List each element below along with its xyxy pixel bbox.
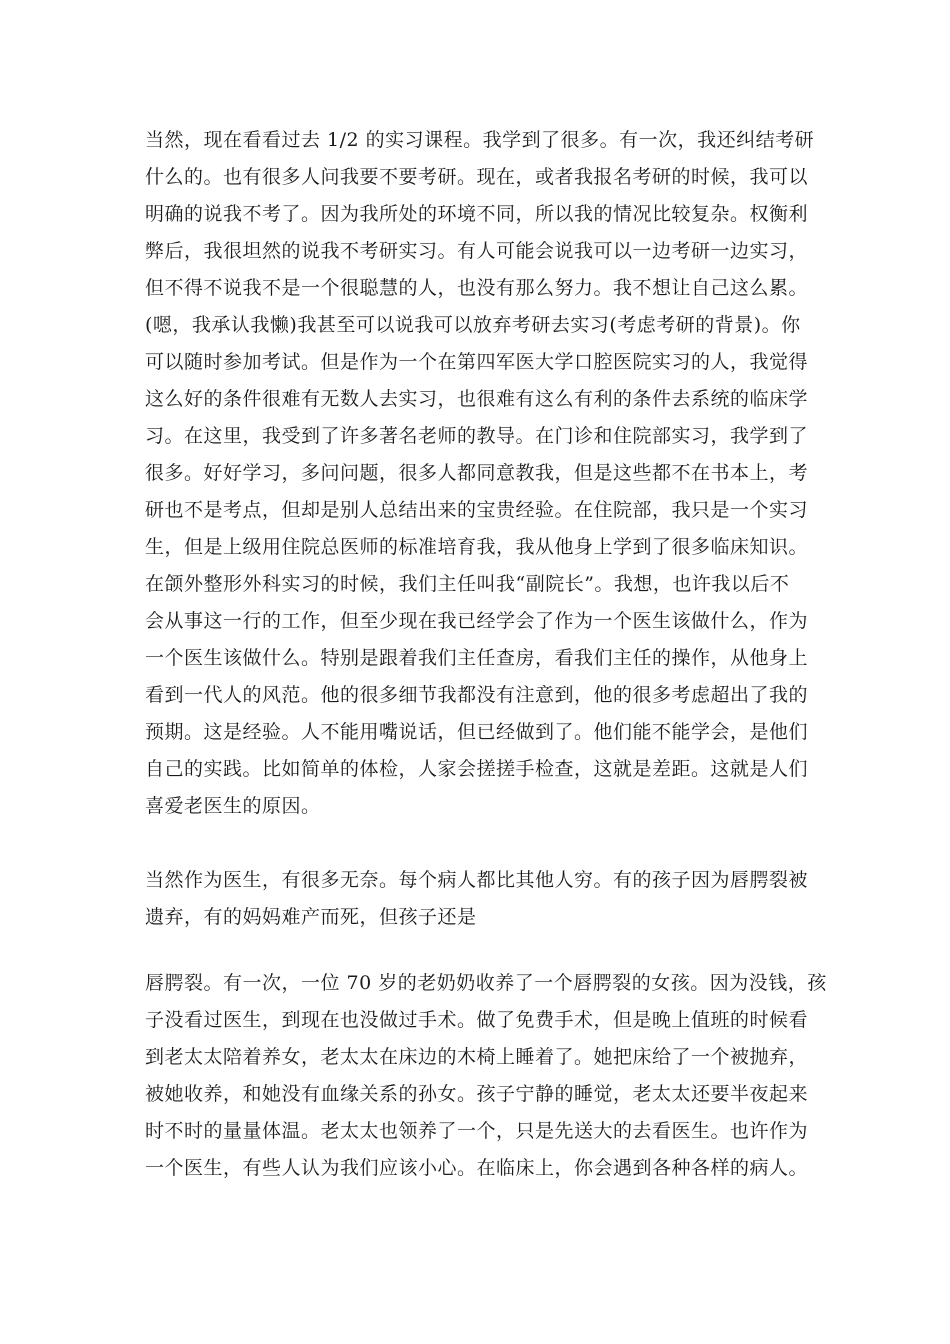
text-line: 习。在这里，我受到了许多著名老师的教导。在门诊和住院部实习，我学到了 <box>145 425 809 447</box>
text-line: 喜爱老医生的原因。 <box>145 795 321 817</box>
text-line: 被她收养，和她没有血缘关系的孙女。孩子宁静的睡觉，老太太还要半夜起来 <box>145 1083 809 1105</box>
text-line: 遗弃，有的妈妈难产而死，但孩子还是 <box>145 906 477 928</box>
text-line: 在颌外整形外科实习的时候，我们主任叫我“副院长”。我想，也许我以后不 <box>145 573 790 595</box>
text-line: 什么的。也有很多人问我要不要考研。现在，或者我报名考研的时候，我可以 <box>145 166 809 188</box>
text-line: 唇腭裂。有一次，一位 70 岁的老奶奶收养了一个唇腭裂的女孩。因为没钱，孩 <box>145 972 827 994</box>
text-line: 自己的实践。比如简单的体检，人家会搓搓手检查，这就是差距。这就是人们 <box>145 758 809 780</box>
text-line: 到老太太陪着养女，老太太在床边的木椅上睡着了。她把床给了一个被抛弃， <box>145 1046 809 1068</box>
text-line: 明确的说我不考了。因为我所处的环境不同，所以我的情况比较复杂。权衡利 <box>145 203 809 225</box>
text-line: 但不得不说我不是一个很聪慧的人，也没有那么努力。我不想让自己这么累。 <box>145 277 809 299</box>
text-line: (嗯，我承认我懒)我甚至可以说我可以放弃考研去实习(考虑考研的背景)。你 <box>145 314 801 336</box>
text-line: 生，但是上级用住院总医师的标准培育我，我从他身上学到了很多临床知识。 <box>145 536 809 558</box>
text-line: 当然作为医生，有很多无奈。每个病人都比其他人穷。有的孩子因为唇腭裂被 <box>145 869 809 891</box>
text-line: 看到一代人的风范。他的很多细节我都没有注意到，他的很多考虑超出了我的 <box>145 684 809 706</box>
text-line: 预期。这是经验。人不能用嘴说话，但已经做到了。他们能不能学会，是他们 <box>145 721 809 743</box>
text-line: 研也不是考点，但却是别人总结出来的宝贵经验。在住院部，我只是一个实习 <box>145 499 809 521</box>
text-line: 可以随时参加考试。但是作为一个在第四军医大学口腔医院实习的人，我觉得 <box>145 351 809 373</box>
text-line: 这么好的条件很难有无数人去实习，也很难有这么有利的条件去系统的临床学 <box>145 388 809 410</box>
text-line: 会从事这一行的工作，但至少现在我已经学会了作为一个医生该做什么，作为 <box>145 610 809 632</box>
text-line: 一个医生，有些人认为我们应该小心。在临床上，你会遇到各种各样的病人。 <box>145 1157 809 1179</box>
text-line: 当然，现在看看过去 1/2 的实习课程。我学到了很多。有一次，我还纠结考研 <box>145 129 815 151</box>
text-line: 弊后，我很坦然的说我不考研实习。有人可能会说我可以一边考研一边实习， <box>145 240 809 262</box>
text-line: 时不时的量量体温。老太太也领养了一个，只是先送大的去看医生。也许作为 <box>145 1120 809 1142</box>
text-line: 一个医生该做什么。特别是跟着我们主任查房，看我们主任的操作，从他身上 <box>145 647 809 669</box>
text-line: 子没看过医生，到现在也没做过手术。做了免费手术，但是晚上值班的时候看 <box>145 1009 809 1031</box>
text-line: 很多。好好学习，多问问题，很多人都同意教我，但是这些都不在书本上，考 <box>145 462 809 484</box>
